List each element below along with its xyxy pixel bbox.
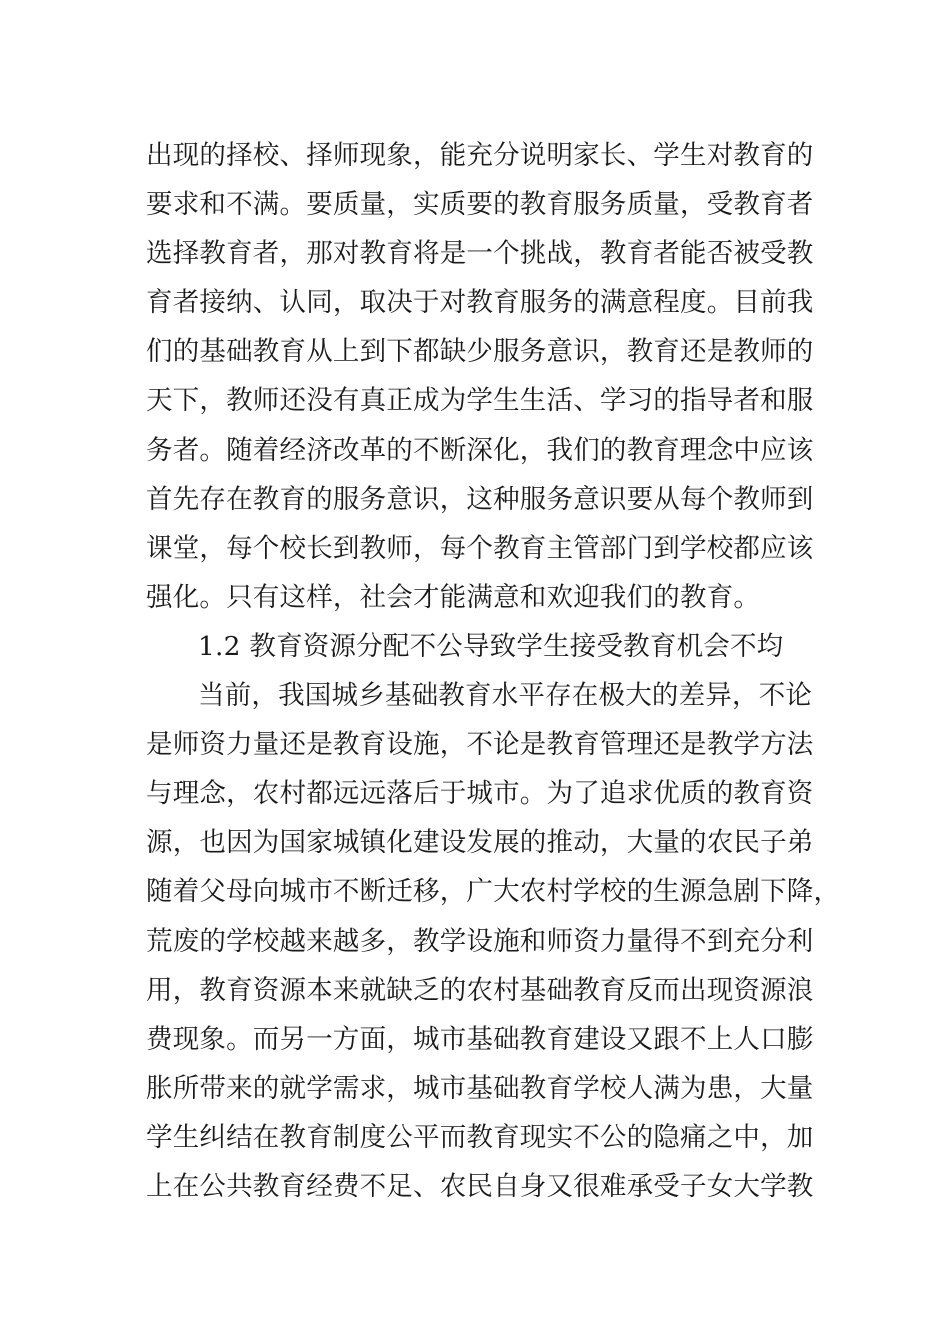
text-line: 育者接纳、认同，取决于对教育服务的满意程度。目前我 [146, 287, 814, 319]
text-line: 要求和不满。要质量，实质要的教育服务质量，受教育者 [146, 189, 814, 221]
text-line: 务者。随着经济改革的不断深化，我们的教育理念中应该 [146, 434, 814, 466]
text-line: 当前，我国城乡基础教育水平存在极大的差异，不论 [198, 680, 813, 712]
text-line: 选择教育者，那对教育将是一个挑战，教育者能否被受教 [146, 238, 814, 270]
text-line: 上在公共教育经费不足、农民自身又很难承受子女大学教 [146, 1170, 814, 1202]
text-line: 出现的择校、择师现象，能充分说明家长、学生对教育的 [146, 140, 814, 171]
text-line: 胀所带来的就学需求，城市基础教育学校人满为患，大量 [146, 1072, 814, 1104]
document-body [146, 131, 841, 1211]
text-line: 课堂，每个校长到教师，每个教育主管部门到学校都应该 [146, 532, 814, 564]
text-line: 学生纠结在教育制度公平而教育现实不公的隐痛之中，加 [146, 1121, 814, 1153]
text-line: 费现象。而另一方面，城市基础教育建设又跟不上人口膨 [146, 1023, 814, 1055]
text-line: 源，也因为国家城镇化建设发展的推动，大量的农民子弟 [146, 827, 814, 859]
text-line: 首先存在教育的服务意识，这种服务意识要从每个教师到 [146, 483, 814, 515]
text-line: 是师资力量还是教育设施，不论是教育管理还是教学方法 [146, 729, 814, 761]
text-line: 荒废的学校越来越多，教学设施和师资力量得不到充分利 [146, 925, 814, 957]
text-line: 与理念，农村都远远落后于城市。为了追求优质的教育资 [146, 778, 814, 810]
text-line: 随着父母向城市不断迁移，广大农村学校的生源急剧下降， [146, 876, 841, 908]
text-line: 天下，教师还没有真正成为学生生活、学习的指导者和服 [146, 385, 814, 417]
text-line: 用，教育资源本来就缺乏的农村基础教育反而出现资源浪 [146, 974, 814, 1006]
text-line: 强化。只有这样，社会才能满意和欢迎我们的教育。 [146, 581, 761, 613]
section-heading: 1.2 教育资源分配不公导致学生接受教育机会不均 [198, 630, 784, 662]
text-line: 们的基础教育从上到下都缺少服务意识，教育还是教师的 [146, 336, 814, 368]
